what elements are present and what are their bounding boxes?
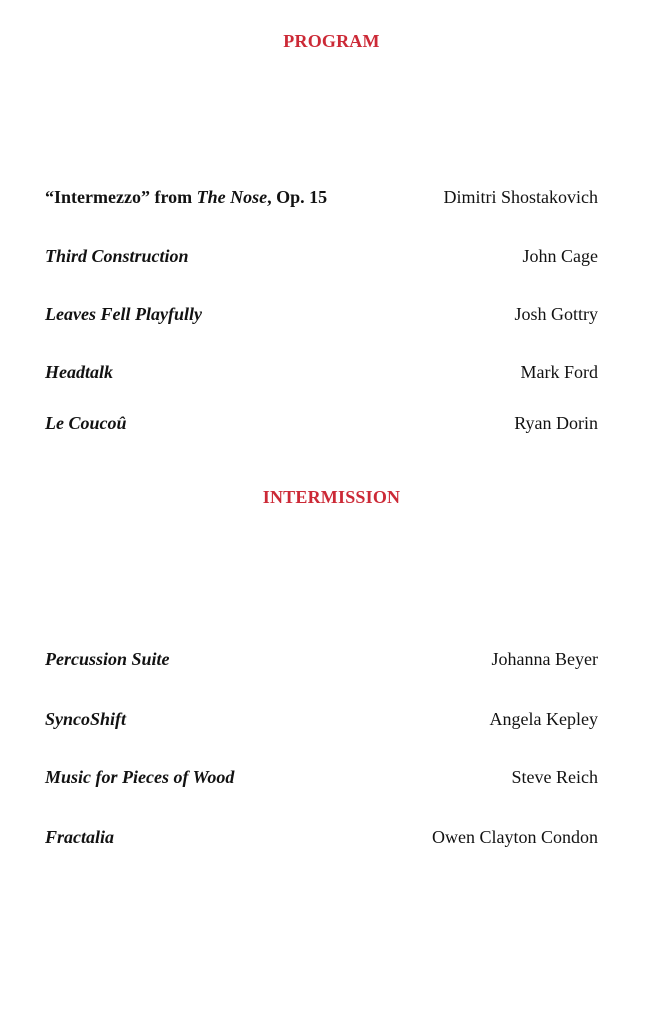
- piece-title: [45, 648, 170, 670]
- composer-name: Angela Kepley: [489, 709, 598, 729]
- composer-name: Dimitri Shostakovich: [443, 187, 598, 207]
- piece-title: [45, 708, 126, 730]
- piece-title: [45, 245, 189, 267]
- program-row: [45, 245, 598, 267]
- program-row: [45, 826, 598, 848]
- composer-name: Ryan Dorin: [514, 413, 598, 433]
- composer-name: John Cage: [522, 246, 598, 266]
- piece-title-name: Le Coucoû: [45, 413, 127, 433]
- piece-title: [45, 303, 202, 325]
- program-row: [45, 186, 598, 208]
- program-row: [45, 361, 598, 383]
- piece-title: [45, 186, 327, 208]
- piece-title-name: Percussion Suite: [45, 649, 170, 669]
- piece-title-name: Leaves Fell Playfully: [45, 304, 202, 324]
- composer-name: Owen Clayton Condon: [432, 827, 598, 847]
- composer-name: Steve Reich: [511, 767, 598, 787]
- intermission-heading: INTERMISSION: [262, 487, 401, 507]
- piece-title-name: Headtalk: [45, 362, 113, 382]
- composer-name: Mark Ford: [520, 362, 598, 382]
- piece-title-name: Fractalia: [45, 827, 115, 847]
- program-row: [45, 303, 598, 325]
- piece-title: [45, 826, 114, 848]
- piece-title-prefix: “Intermezzo” from: [45, 187, 197, 207]
- piece-title-name: Music for Pieces of Wood: [45, 767, 235, 787]
- piece-title-name: Third Construction: [45, 246, 189, 266]
- piece-title-name: SyncoShift: [45, 709, 127, 729]
- piece-title: [45, 766, 234, 788]
- piece-title-suffix: , Op. 15: [267, 187, 328, 207]
- composer-name: Johanna Beyer: [491, 649, 598, 669]
- program-row: [45, 766, 598, 788]
- composer-name: Josh Gottry: [514, 304, 598, 324]
- program-row: [45, 648, 598, 670]
- program-row: [45, 412, 598, 434]
- piece-title: [45, 412, 127, 434]
- program-heading: PROGRAM: [283, 31, 380, 51]
- program-row: [45, 708, 598, 730]
- piece-title: [45, 361, 113, 383]
- piece-title-name: The Nose: [196, 187, 268, 207]
